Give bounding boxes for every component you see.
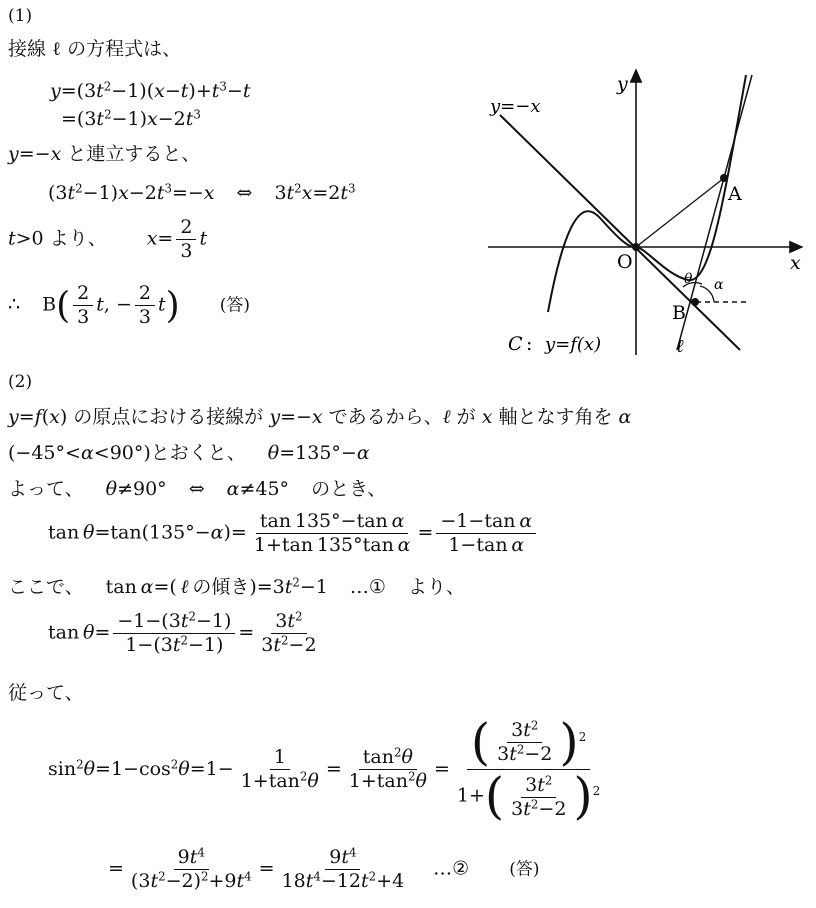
- curve-c-label: C: [508, 333, 523, 355]
- part1-eq1: $y=(3t^2-1)(x-t)+t^3-t$: [50, 79, 251, 102]
- tangent-label: ℓ: [676, 336, 684, 357]
- part1-cond: t>0 より、 x= $\frac{2}{3}$ t: [8, 216, 208, 262]
- point-a: [720, 174, 728, 182]
- part2-answer-tag: (答): [509, 859, 540, 880]
- part1-eq2: $=(3t^2-1)x-2t^3$: [61, 107, 201, 130]
- origin-label: O: [617, 251, 633, 273]
- part1-answer: ∴ B( $\frac{2}{3}$ t, − $\frac{2}{3}$ t) (答): [8, 282, 250, 328]
- part2-line3: よって、 θ≠90° ⇔ α≠45° のとき、: [8, 478, 387, 500]
- line-label: y=−x: [490, 96, 541, 117]
- part2-tan-equation: tan θ=tan(135°−α)= $\frac{\text{tan 135°−tan α}}{\text{1+tan 135°tan α}}$ = $\frac{\text{−1−tan α}}{\text{1−tan α}}$: [48, 512, 539, 555]
- part2-tan-result: tan θ= $\frac{-1-(3t^2-1)}{1-(3t^2-1)}$ = $\frac{3t^2}{3t^2-2}$: [48, 609, 317, 656]
- part1-answer-tag: (答): [219, 295, 250, 316]
- part2-line5: ここで、 tan α=( ℓ の傾き)$=3t^2-1$ …① より、: [8, 575, 465, 598]
- part2-final: = $\frac{9t^4}{(3t^2-2)^2+9t^4}$ = $\frac{9t^4}{18t^4-12t^2+4}$ …② (答): [108, 845, 540, 892]
- part2-label: (2): [8, 372, 33, 392]
- part2-sin-equation: $\sin^2\theta=1-\cos^2\theta=1-$ $\frac{1}{1+\tan^2\theta}$ = $\frac{\tan^2\theta}{1+\tan^2\theta}$ = ( $\frac{3t^2}{3t^2-2}$ )$^2$ 1+( $\frac{3t^2}{3t^2-2}$ )$^2$: [48, 713, 601, 826]
- graph-figure: [470, 60, 810, 360]
- part2-line7: 従って、: [8, 682, 84, 704]
- x-axis-label: x: [790, 252, 801, 274]
- part1-connect: y=−x と連立すると、: [8, 143, 201, 165]
- line-y-eq-minus-x: [500, 115, 740, 350]
- curve-equation-label: y=f(x): [545, 334, 602, 355]
- curve-colon: :: [526, 333, 533, 355]
- point-b-label: B: [672, 302, 686, 324]
- part2-line1: y=f(x) の原点における接線が y=−x であるから、ℓ が x 軸となす角を α: [8, 406, 632, 428]
- part2-line2: (−45°<α<90°)とおくと、 θ=135°−α: [8, 442, 370, 464]
- alpha-label: α: [714, 277, 724, 293]
- part1-eq3: $(3t^2-1)x-2t^3=-x$ ⇔ $3t^2x=2t^3$: [48, 181, 356, 204]
- point-b: [691, 298, 699, 306]
- point-a-label: A: [728, 183, 742, 205]
- part1-label: (1): [8, 6, 33, 26]
- alpha-arc: [700, 286, 714, 302]
- part1-intro: 接線 ℓ の方程式は、: [8, 38, 182, 60]
- segment-oa: [636, 178, 724, 247]
- tangent-line-l: [677, 75, 752, 350]
- y-axis-label: y: [617, 73, 628, 95]
- theta-label: θ: [684, 271, 693, 287]
- point-o: [632, 243, 640, 251]
- therefore-symbol: ∴: [8, 293, 21, 316]
